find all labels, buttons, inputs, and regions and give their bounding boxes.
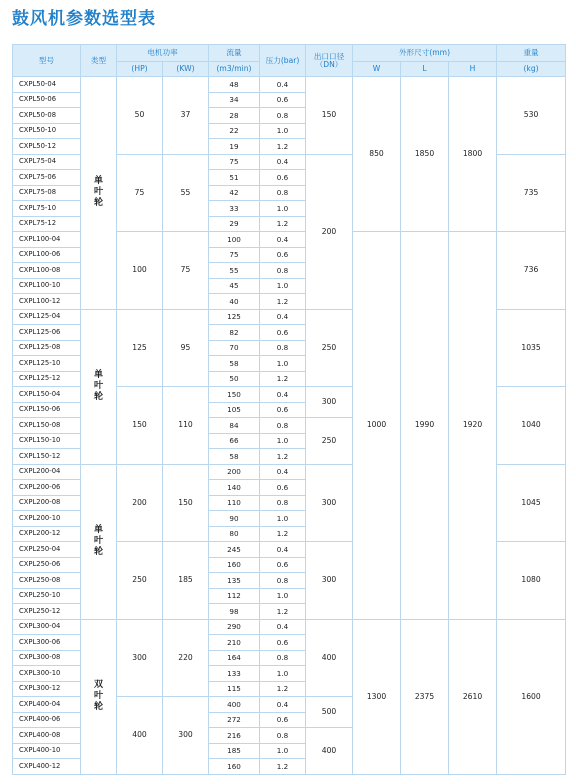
cell-pressure: 0.8 [260,185,306,201]
cell-model: CXPL400-08 [13,728,81,744]
cell-flow: 160 [209,557,260,573]
cell-kw: 185 [163,542,209,620]
cell-model: CXPL250-06 [13,557,81,573]
cell-model: CXPL200-06 [13,480,81,496]
cell-kw: 150 [163,464,209,542]
cell-model: CXPL125-04 [13,309,81,325]
cell-flow: 105 [209,402,260,418]
cell-flow: 58 [209,356,260,372]
cell-model: CXPL50-12 [13,139,81,155]
cell-model: CXPL75-12 [13,216,81,232]
cell-pressure: 1.0 [260,666,306,682]
cell-outlet: 250 [306,418,353,465]
cell-outlet: 400 [306,728,353,775]
cell-l: 1990 [401,232,449,620]
cell-flow: 150 [209,387,260,403]
cell-flow: 133 [209,666,260,682]
cell-model: CXPL150-06 [13,402,81,418]
cell-kw: 55 [163,154,209,232]
cell-flow: 216 [209,728,260,744]
cell-pressure: 1.2 [260,449,306,465]
cell-w: 1000 [353,232,401,620]
cell-pressure: 1.0 [260,278,306,294]
cell-pressure: 1.0 [260,588,306,604]
cell-pressure: 0.8 [260,728,306,744]
cell-kw: 95 [163,309,209,387]
cell-h: 1920 [449,232,497,620]
cell-model: CXPL200-08 [13,495,81,511]
cell-flow: 82 [209,325,260,341]
cell-weight: 735 [497,154,566,232]
cell-flow: 51 [209,170,260,186]
cell-flow: 33 [209,201,260,217]
cell-hp: 400 [117,697,163,775]
cell-model: CXPL400-12 [13,759,81,775]
cell-pressure: 0.8 [260,340,306,356]
cell-model: CXPL300-12 [13,681,81,697]
cell-flow: 70 [209,340,260,356]
cell-pressure: 0.4 [260,542,306,558]
cell-pressure: 0.4 [260,309,306,325]
cell-model: CXPL250-12 [13,604,81,620]
cell-model: CXPL125-06 [13,325,81,341]
cell-model: CXPL125-12 [13,371,81,387]
cell-pressure: 0.6 [260,480,306,496]
header-h: H [449,62,497,77]
cell-flow: 110 [209,495,260,511]
cell-pressure: 1.2 [260,294,306,310]
cell-model: CXPL150-08 [13,418,81,434]
cell-l: 1850 [401,77,449,232]
cell-hp: 50 [117,77,163,155]
cell-outlet: 150 [306,77,353,155]
cell-flow: 125 [209,309,260,325]
header-flow: 流量 [209,45,260,62]
cell-model: CXPL300-10 [13,666,81,682]
cell-pressure: 0.4 [260,77,306,93]
cell-model: CXPL100-12 [13,294,81,310]
cell-type-label: 单叶轮 [93,524,103,558]
cell-flow: 290 [209,619,260,635]
cell-weight: 530 [497,77,566,155]
cell-pressure: 0.4 [260,697,306,713]
cell-pressure: 0.6 [260,170,306,186]
cell-flow: 100 [209,232,260,248]
cell-kw: 220 [163,619,209,697]
cell-w: 850 [353,77,401,232]
cell-pressure: 0.6 [260,712,306,728]
cell-pressure: 1.0 [260,201,306,217]
cell-model: CXPL100-10 [13,278,81,294]
cell-outlet: 300 [306,387,353,418]
cell-flow: 135 [209,573,260,589]
cell-model: CXPL300-04 [13,619,81,635]
header-outlet-unit: （DN） [315,59,343,69]
cell-hp: 125 [117,309,163,387]
cell-weight: 1080 [497,542,566,620]
cell-hp: 300 [117,619,163,697]
cell-hp: 100 [117,232,163,310]
cell-model: CXPL75-04 [13,154,81,170]
cell-type [81,464,117,619]
cell-kw: 110 [163,387,209,465]
cell-pressure: 0.4 [260,154,306,170]
cell-pressure: 1.2 [260,759,306,775]
header-kw: (KW) [163,62,209,77]
cell-outlet: 300 [306,464,353,542]
cell-h: 2610 [449,619,497,774]
cell-type-label: 双叶轮 [93,679,103,713]
cell-outlet: 500 [306,697,353,728]
cell-pressure: 1.2 [260,216,306,232]
cell-pressure: 1.2 [260,526,306,542]
cell-model: CXPL100-06 [13,247,81,263]
cell-kw: 75 [163,232,209,310]
cell-model: CXPL400-06 [13,712,81,728]
cell-type [81,77,117,310]
cell-weight: 1040 [497,387,566,465]
cell-model: CXPL300-06 [13,635,81,651]
cell-model: CXPL400-04 [13,697,81,713]
cell-flow: 29 [209,216,260,232]
cell-model: CXPL50-08 [13,108,81,124]
spec-table [12,44,566,775]
cell-hp: 75 [117,154,163,232]
header-model: 型号 [13,45,81,77]
cell-pressure: 0.6 [260,247,306,263]
cell-model: CXPL150-10 [13,433,81,449]
header-w: W [353,62,401,77]
cell-model: CXPL125-08 [13,340,81,356]
cell-flow: 200 [209,464,260,480]
header-flow-unit: (m3/min) [209,62,260,77]
cell-type [81,309,117,464]
cell-outlet: 400 [306,619,353,697]
header-weight: 重量 [497,45,566,62]
cell-h: 1800 [449,77,497,232]
cell-model: CXPL100-04 [13,232,81,248]
cell-pressure: 1.2 [260,604,306,620]
cell-model: CXPL200-12 [13,526,81,542]
cell-model: CXPL50-06 [13,92,81,108]
cell-flow: 210 [209,635,260,651]
cell-flow: 55 [209,263,260,279]
cell-pressure: 0.8 [260,573,306,589]
cell-weight: 1600 [497,619,566,774]
cell-flow: 80 [209,526,260,542]
cell-model: CXPL250-08 [13,573,81,589]
cell-model: CXPL250-04 [13,542,81,558]
cell-flow: 160 [209,759,260,775]
cell-pressure: 1.2 [260,681,306,697]
cell-pressure: 0.8 [260,108,306,124]
cell-l: 2375 [401,619,449,774]
cell-pressure: 0.6 [260,325,306,341]
cell-model: CXPL50-10 [13,123,81,139]
cell-flow: 245 [209,542,260,558]
cell-flow: 75 [209,154,260,170]
cell-flow: 164 [209,650,260,666]
spec-table-body [13,77,566,775]
cell-type-label: 单叶轮 [93,175,103,209]
header-outlet-label: 出口口径 [313,51,345,61]
cell-model: CXPL75-10 [13,201,81,217]
cell-flow: 185 [209,743,260,759]
cell-hp: 200 [117,464,163,542]
header-type: 类型 [81,45,117,77]
cell-w: 1300 [353,619,401,774]
header-hp: (HP) [117,62,163,77]
header-motor-power: 电机功率 [117,45,209,62]
cell-flow: 400 [209,697,260,713]
cell-type-label: 单叶轮 [93,369,103,403]
cell-pressure: 1.0 [260,743,306,759]
cell-flow: 90 [209,511,260,527]
cell-flow: 75 [209,247,260,263]
cell-flow: 66 [209,433,260,449]
cell-weight: 736 [497,232,566,310]
cell-outlet: 300 [306,542,353,620]
cell-pressure: 0.4 [260,464,306,480]
cell-outlet: 200 [306,154,353,309]
cell-flow: 140 [209,480,260,496]
cell-model: CXPL75-06 [13,170,81,186]
cell-pressure: 0.8 [260,495,306,511]
cell-model: CXPL250-10 [13,588,81,604]
cell-flow: 45 [209,278,260,294]
cell-pressure: 0.6 [260,92,306,108]
cell-weight: 1035 [497,309,566,387]
header-weight-unit: (kg) [497,62,566,77]
cell-pressure: 0.4 [260,619,306,635]
cell-model: CXPL125-10 [13,356,81,372]
header-outlet [306,45,353,77]
cell-pressure: 1.2 [260,371,306,387]
cell-pressure: 0.4 [260,387,306,403]
cell-model: CXPL200-04 [13,464,81,480]
cell-model: CXPL400-10 [13,743,81,759]
cell-pressure: 1.0 [260,123,306,139]
cell-model: CXPL150-12 [13,449,81,465]
cell-hp: 250 [117,542,163,620]
header-l: L [401,62,449,77]
cell-pressure: 1.0 [260,511,306,527]
cell-model: CXPL100-08 [13,263,81,279]
cell-flow: 84 [209,418,260,434]
cell-flow: 112 [209,588,260,604]
cell-pressure: 0.6 [260,402,306,418]
cell-pressure: 1.2 [260,139,306,155]
cell-pressure: 0.6 [260,557,306,573]
cell-pressure: 0.8 [260,418,306,434]
table-row [13,619,566,635]
cell-pressure: 0.6 [260,635,306,651]
page-title: 鼓风机参数选型表 [12,9,156,29]
cell-flow: 19 [209,139,260,155]
cell-pressure: 1.0 [260,433,306,449]
cell-flow: 58 [209,449,260,465]
cell-kw: 37 [163,77,209,155]
cell-flow: 115 [209,681,260,697]
cell-flow: 42 [209,185,260,201]
cell-flow: 272 [209,712,260,728]
cell-flow: 50 [209,371,260,387]
cell-weight: 1045 [497,464,566,542]
cell-flow: 48 [209,77,260,93]
cell-pressure: 0.8 [260,650,306,666]
cell-pressure: 1.0 [260,356,306,372]
cell-flow: 28 [209,108,260,124]
header-dimensions: 外形尺寸(mm) [353,45,497,62]
cell-model: CXPL300-08 [13,650,81,666]
cell-pressure: 0.4 [260,232,306,248]
cell-outlet: 250 [306,309,353,387]
cell-flow: 40 [209,294,260,310]
cell-kw: 300 [163,697,209,775]
cell-model: CXPL50-04 [13,77,81,93]
cell-type [81,619,117,774]
table-row [13,77,566,93]
cell-model: CXPL150-04 [13,387,81,403]
cell-model: CXPL75-08 [13,185,81,201]
cell-pressure: 0.8 [260,263,306,279]
header-pressure: 压力(bar) [260,45,306,77]
cell-flow: 34 [209,92,260,108]
cell-flow: 22 [209,123,260,139]
cell-flow: 98 [209,604,260,620]
cell-model: CXPL200-10 [13,511,81,527]
cell-hp: 150 [117,387,163,465]
